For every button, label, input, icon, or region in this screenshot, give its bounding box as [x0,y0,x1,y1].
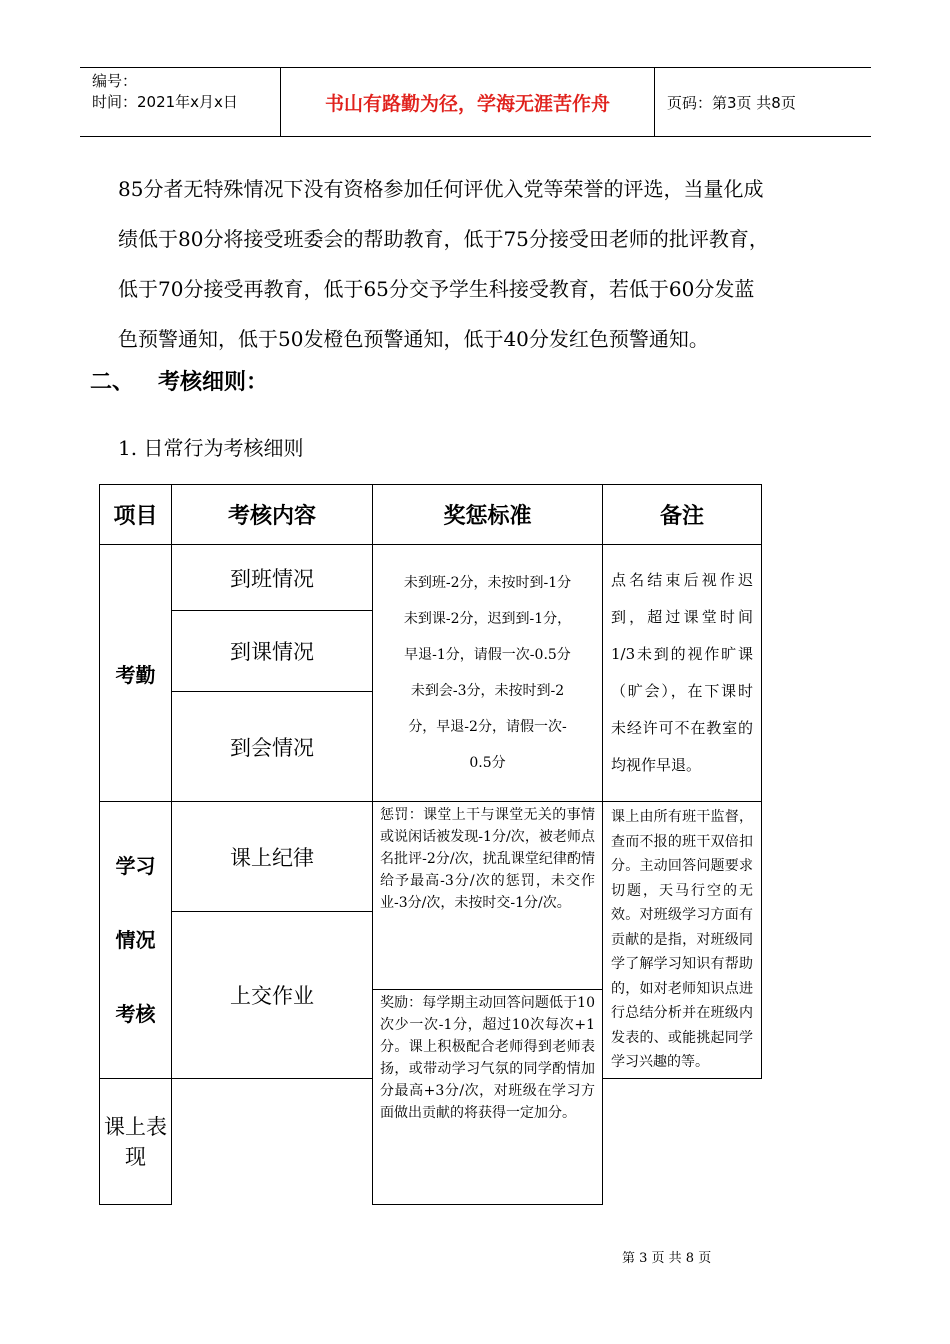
item-class-performance: 课上表现 [100,1078,172,1204]
paragraph-line: 85分者无特殊情况下没有资格参加任何评优入党等荣誉的评选，当量化成 [118,177,764,201]
section-title: 考核细则： [158,370,269,395]
body-paragraph [118,164,863,364]
table-header-row [100,485,762,545]
item-homework: 上交作业 [172,912,373,1079]
standard-line: 早退-1分，请假一次-0.5分 [404,647,571,663]
header-meta [80,68,280,136]
standard-line: 未到会-3分，未按时到-2 [410,683,565,699]
table-row [100,802,762,912]
page-header [80,67,871,137]
attendance-note: 点名结束后视作迟到，超过课堂时间1/3未到的视作旷课（旷会），在下课时未经许可不在教室的均视作早退。 [603,545,762,802]
item-meeting-attendance: 到会情况 [172,692,373,802]
header-note: 备注 [603,485,762,545]
header-standard: 奖惩标准 [373,485,603,545]
standard-line: 分，早退-2分，请假一次- [408,719,567,735]
section-number: 二、 [90,370,135,395]
category-line: 考核 [115,1001,156,1026]
study-note: 课上由所有班干监督，查而不报的班干双倍扣分。主动回答问题要求切题，天马行空的无效。对班级学习方面有贡献的是指，对班级同学了解学习知识有帮助的，如对老师知识点进行总结分析并在班级内发表的、或能挑起同学学习兴趣的等。 [603,802,762,1079]
subsection-heading: 1. 日常行为考核细则 [118,436,304,460]
attendance-standard [373,545,603,802]
standard-line: 未到课-2分，迟到到-1分， [403,611,572,627]
header-page-info: 页码：第3页 共8页 [667,93,796,112]
paragraph-line: 色预警通知，低于50发橙色预警通知，低于40分发红色预警通知。 [118,327,709,351]
paragraph-line: 绩低于80分将接受班委会的帮助教育，低于75分接受田老师的批评教育， [118,227,769,251]
category-line: 情况 [115,927,156,952]
standard-line: 未到班-2分，未按时到-1分 [403,575,572,591]
category-attendance: 考勤 [100,545,172,802]
time-label: 时间：2021年x月x日 [92,93,238,111]
standard-line: 0.5分 [469,755,506,771]
header-content: 考核内容 [172,485,373,545]
assessment-table [99,484,762,1205]
table-row [100,545,762,611]
number-label: 编号： [92,72,138,90]
study-penalty: 惩罚：课堂上干与课堂无关的事情或说闲话被发现-1分/次，被老师点名批评-2分/次，扰乱课堂纪律酌情给予最高-3分/次的惩罚，未交作业-3分/次，未按时交-1分/次。 [373,802,603,990]
header-item: 项目 [100,485,172,545]
category-study [100,802,172,1079]
header-motto: 书山有路勤为径，学海无涯苦作舟 [280,68,655,136]
footer-page-number: 第 3 页 共 8 页 [622,1251,712,1266]
paragraph-line: 低于70分接受再教育，低于65分交予学生科接受教育，若低于60分发蓝 [118,277,755,301]
item-class-attendance: 到班情况 [172,545,373,611]
item-class-discipline: 课上纪律 [172,802,373,912]
section-heading [90,365,268,396]
category-line: 学习 [115,853,156,878]
item-lecture-attendance: 到课情况 [172,611,373,692]
study-reward: 奖励：每学期主动回答问题低于10次少一次-1分，超过10次每次+1分。课上积极配合老师得到老师表扬，或带动学习气氛的同学酌情加分最高+3分/次，对班级在学习方面做出贡献的将获得一定加分。 [373,989,603,1204]
